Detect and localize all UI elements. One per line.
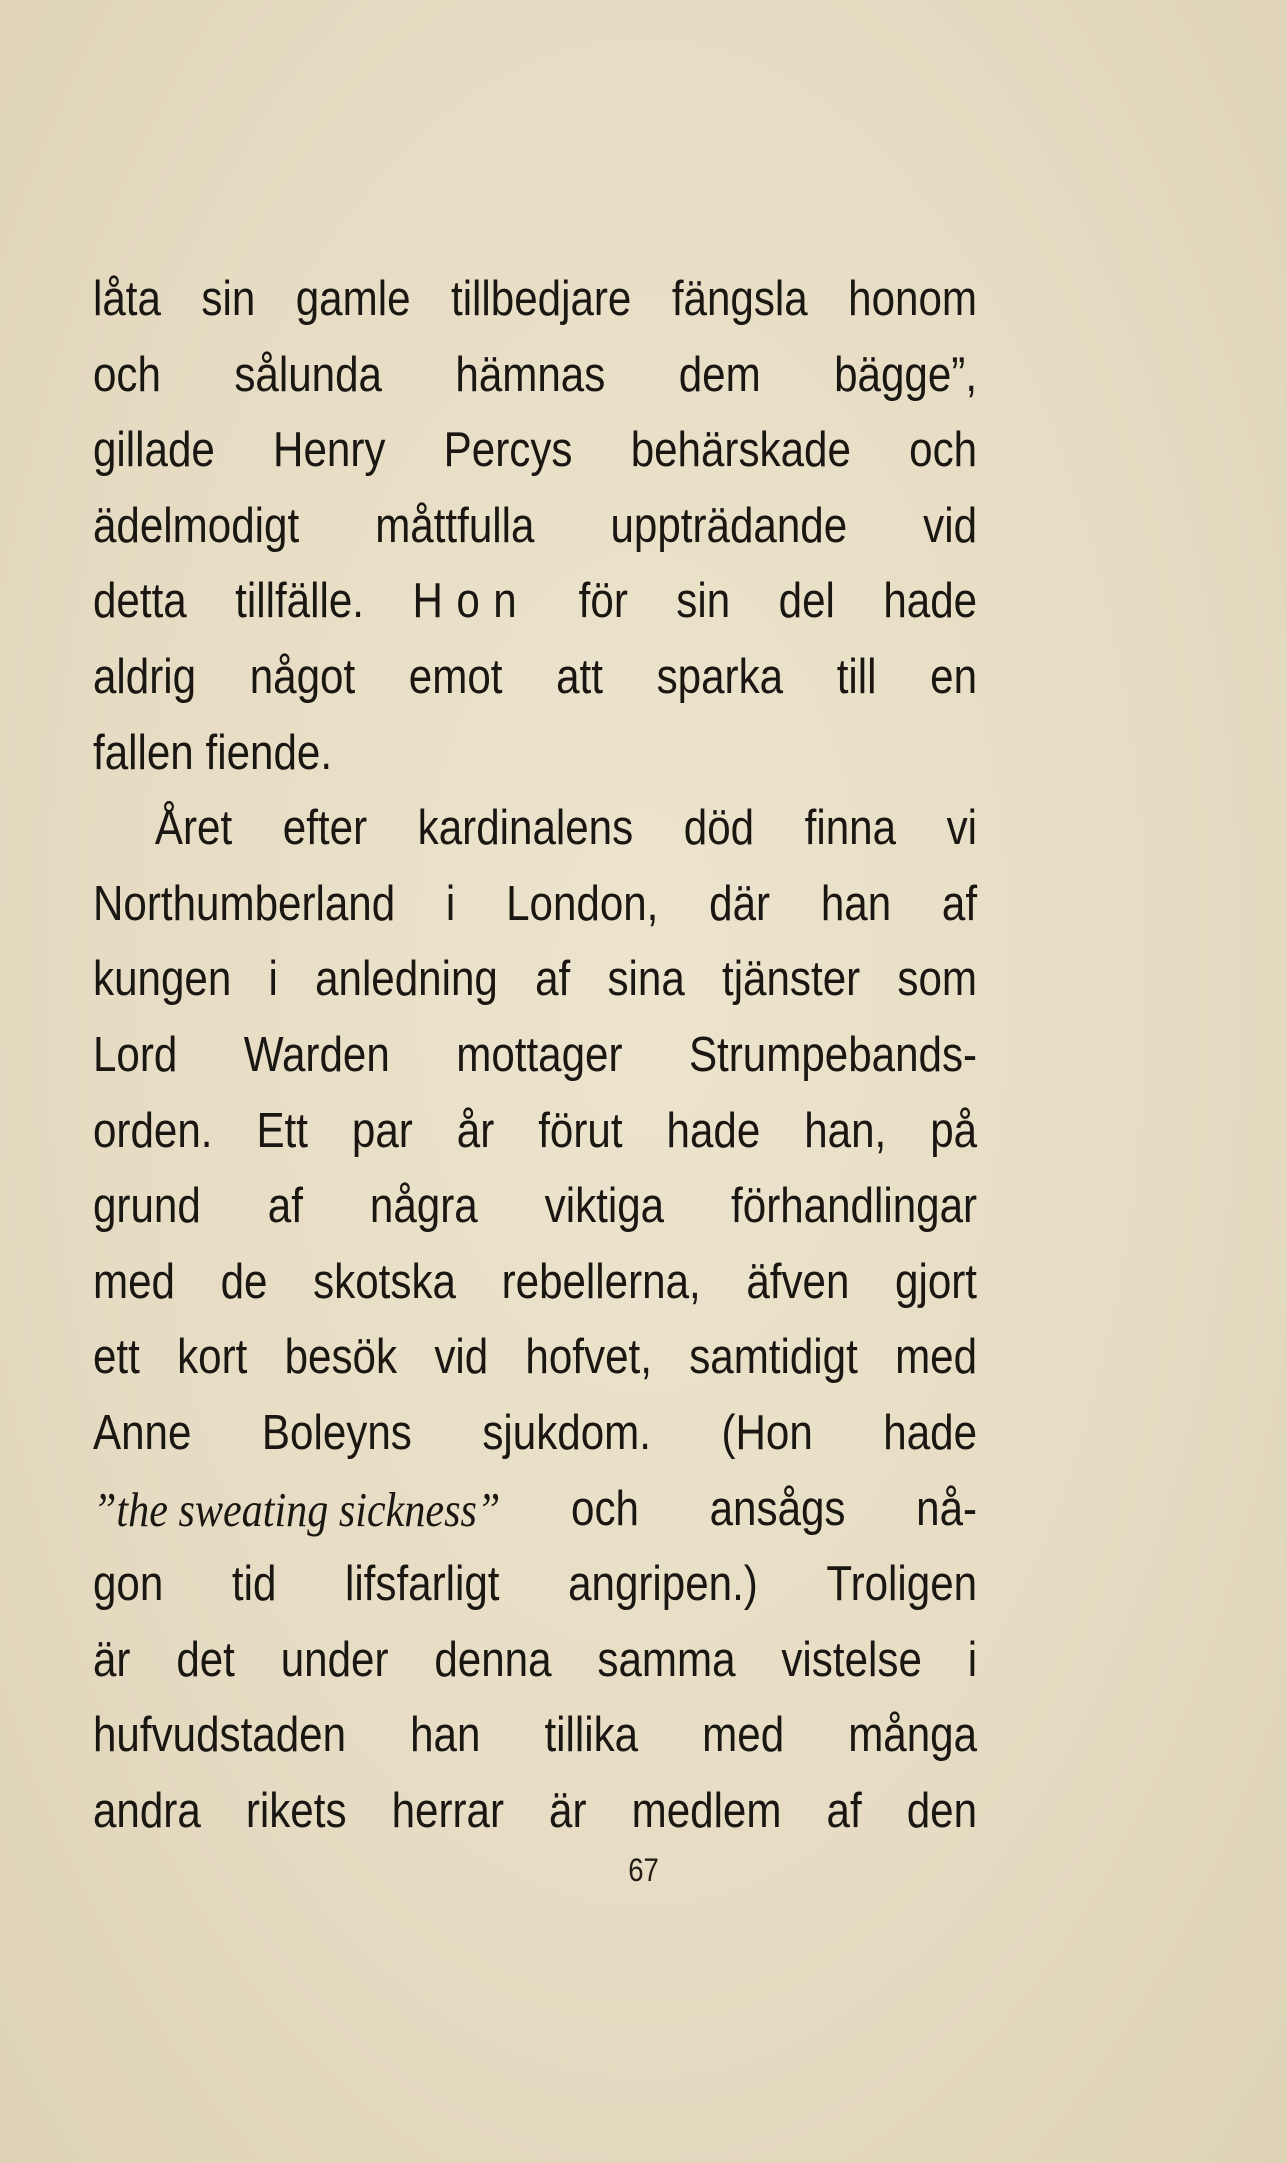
word: af: [941, 876, 978, 931]
word: tid: [231, 1557, 277, 1612]
word: Troligen: [826, 1557, 978, 1612]
word: ansågs: [709, 1481, 846, 1536]
word: år: [456, 1103, 495, 1158]
text-line: [93, 867, 977, 943]
word: han,: [804, 1103, 887, 1158]
word: lifsfarligt: [344, 1557, 500, 1612]
word: hämnas: [455, 347, 606, 402]
word: del: [778, 574, 835, 629]
text-line: [93, 1698, 977, 1774]
word: sjukdom.: [482, 1405, 651, 1460]
word: han: [820, 876, 892, 931]
word: gillade: [93, 423, 215, 478]
text-line: [93, 1245, 977, 1321]
word: på: [930, 1103, 978, 1158]
text-line: [93, 1094, 977, 1170]
word: Boleyns: [261, 1405, 412, 1460]
text-line: [93, 1547, 977, 1623]
word: och: [909, 423, 978, 478]
word: några: [369, 1179, 478, 1234]
word: vistelse: [781, 1632, 922, 1687]
word: medlem: [631, 1783, 782, 1838]
word: Ett: [256, 1103, 308, 1158]
word: emot: [408, 649, 503, 704]
word: sålunda: [234, 347, 382, 402]
word: det: [176, 1632, 235, 1687]
word: sparka: [656, 649, 784, 704]
word: är: [93, 1632, 131, 1687]
word: Året: [154, 801, 233, 856]
word: nå-: [916, 1481, 978, 1536]
word: till: [836, 649, 877, 704]
word: tillbedjare: [450, 272, 632, 326]
word: är: [549, 1783, 587, 1838]
text-line: [93, 1472, 977, 1548]
word: måttfulla: [375, 498, 535, 553]
word: Anne: [93, 1405, 192, 1460]
word: vi: [946, 801, 978, 856]
word: kardinalens: [417, 801, 634, 856]
word: hade: [883, 574, 978, 629]
word: tillfälle.: [235, 574, 364, 629]
word: viktiga: [544, 1179, 665, 1234]
word: hade: [666, 1103, 761, 1158]
text-line: [93, 413, 977, 489]
word: (Hon: [721, 1405, 813, 1460]
text-line: [93, 716, 977, 792]
word: Northumberland: [93, 876, 396, 931]
word: grund: [93, 1179, 201, 1234]
word: att: [556, 649, 603, 704]
word: död: [683, 801, 755, 856]
word: af: [826, 1783, 862, 1838]
word: anledning: [315, 952, 498, 1007]
word: med: [93, 1254, 175, 1309]
word: gjort: [895, 1254, 978, 1309]
word: många: [848, 1708, 978, 1763]
word: mottager: [456, 1027, 623, 1082]
word: med: [895, 1330, 978, 1385]
text-line: [93, 1320, 977, 1396]
word: fängsla: [671, 272, 808, 326]
word: andra: [93, 1783, 201, 1838]
word: förhandlingar: [731, 1179, 978, 1234]
word: Henry: [273, 423, 386, 478]
word: sina: [607, 952, 685, 1007]
word: herrar: [391, 1783, 504, 1838]
word: aldrig: [93, 649, 197, 704]
word: fallen: [93, 725, 194, 780]
word: honom: [848, 272, 978, 326]
word: bägge”,: [834, 347, 978, 402]
word: vid: [923, 498, 978, 553]
word: fiende.: [205, 725, 333, 780]
word: i: [445, 876, 456, 931]
word: där: [709, 876, 771, 931]
word: i: [268, 952, 278, 1007]
word: ädelmodigt: [93, 498, 300, 553]
word: dem: [678, 347, 761, 402]
text-line: [93, 640, 977, 716]
word: låta: [93, 272, 161, 326]
word: af: [535, 952, 571, 1007]
text-line: [93, 1623, 977, 1699]
word: rebellerna,: [501, 1254, 701, 1309]
text-line: [93, 791, 977, 867]
word: de: [220, 1254, 268, 1309]
word: London,: [506, 876, 659, 931]
word: rikets: [245, 1783, 347, 1838]
word: förut: [538, 1103, 623, 1158]
word: sin: [676, 574, 731, 629]
word: äfven: [746, 1254, 850, 1309]
word: samtidigt: [689, 1330, 858, 1385]
word: ett: [93, 1330, 140, 1385]
word: kort: [177, 1330, 248, 1385]
word: af: [267, 1179, 303, 1234]
text-line: [93, 564, 977, 640]
word: Lord: [93, 1027, 178, 1082]
word: hade: [883, 1405, 978, 1460]
word: tjänster: [721, 952, 861, 1007]
word: hofvet,: [525, 1330, 652, 1385]
word: samma: [597, 1632, 736, 1687]
word: under: [280, 1632, 389, 1687]
word: med: [702, 1708, 785, 1763]
text-line: [93, 1774, 977, 1850]
word: en: [930, 649, 978, 704]
word: kungen: [93, 952, 232, 1007]
word: Percys: [443, 423, 573, 478]
word: han: [410, 1708, 481, 1763]
word: ”the sweating sickness”: [93, 1481, 501, 1537]
word: efter: [282, 801, 368, 856]
word: vid: [434, 1330, 489, 1385]
word: angripen.): [568, 1557, 758, 1612]
word: den: [906, 1783, 978, 1838]
word: detta: [93, 574, 187, 629]
word: sin: [201, 272, 256, 326]
text-line: [93, 942, 977, 1018]
word: orden.: [93, 1103, 213, 1158]
text-line: [93, 262, 977, 338]
word: besök: [284, 1330, 398, 1385]
word: för: [578, 574, 628, 629]
word: skotska: [313, 1254, 456, 1309]
word: gamle: [295, 272, 411, 326]
word: tillika: [544, 1708, 639, 1763]
word: uppträdande: [610, 498, 848, 553]
word: denna: [434, 1632, 552, 1687]
body-text: [93, 262, 977, 1849]
text-line: [93, 1169, 977, 1245]
word: som: [897, 952, 978, 1007]
word: par: [351, 1103, 413, 1158]
page-number: 67: [628, 1852, 659, 1888]
word: och: [93, 347, 161, 402]
word: och: [571, 1481, 639, 1536]
word: finna: [804, 801, 897, 856]
word: något: [249, 649, 356, 704]
word: Strumpebands-: [688, 1027, 978, 1082]
text-line: [93, 489, 977, 565]
text-line: [93, 1018, 977, 1094]
word: hufvudstaden: [93, 1708, 347, 1763]
word: behärskade: [630, 423, 851, 478]
text-line: [93, 1396, 977, 1472]
word: Warden: [243, 1027, 390, 1082]
word: i: [967, 1632, 978, 1687]
word: Hon: [412, 574, 531, 629]
word: gon: [93, 1557, 164, 1612]
text-line: [93, 338, 977, 414]
